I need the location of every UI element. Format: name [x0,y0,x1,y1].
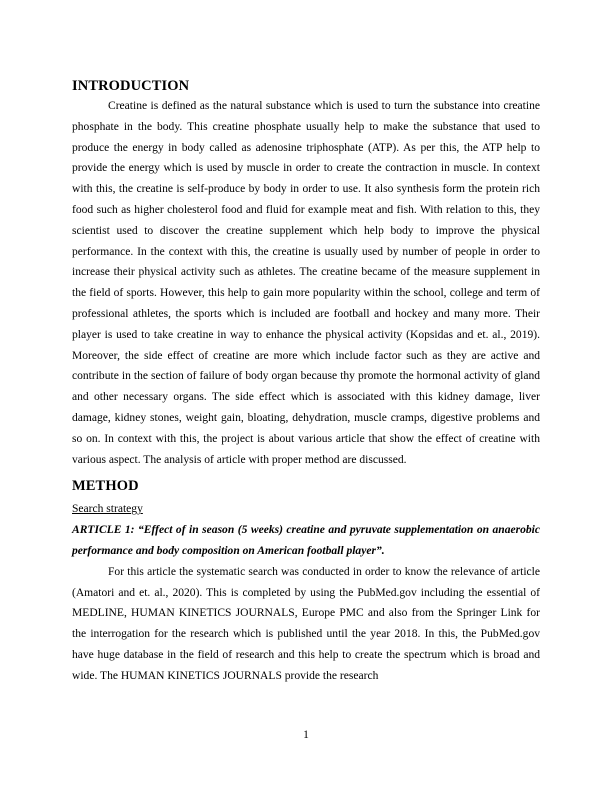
method-paragraph: For this article the systematic search was conducted in order to know the relevance of article (Amatori and et. al., 2020). This is completed by using the PubMed.gov including the essential of MEDLINE, HUMAN KINETICS JOURNALS, Europe PMC and also from the Springer Link for the interrogation for the research which is published until the year 2018. In this, the PubMed.gov have huge database in the field of research and this help to create the spectrum which is broad and wide. The HUMAN KINETICS JOURNALS provide the research [72,565,540,682]
page-number: 1 [303,729,309,741]
introduction-paragraph: Creatine is defined as the natural substance which is used to turn the substance into creatine phosphate in the body. This creatine phosphate usually help to make the substance that used to produce the energy in body called as adenosine triphosphate (ATP). As per this, the ATP help to provide the energy which is used by muscle in order to create the contraction in muscle. In context with this, the creatine is self-produce by body in order to use. It also synthesis form the protein rich food such as higher cholesterol food and fluid for example meat and fish. With relation to this, they scientist used to discover the creatine supplement which help body to improve the physical performance. In the context with this, the creatine is usually used by number of people in order to increase their physical activity such as athletes. The creatine became of the measure supplement in the field of sports. However, this help to gain more popularity within the school, college and term of professional athletes, the sports which is included are football and hockey and many more. Their player is used to take creatine in way to enhance the physical activity (Kopsidas and et. al., 2019). Moreover, the side effect of creatine are more which include factor such as they are active and contribute in the section of failure of body organ because thy promote the hormonal activity of gland and other necessary organs. The side effect which is associated with this kidney damage, liver damage, kidney stones, weight gain, bloating, dehydration, muscle cramps, digestive problems and so on. In context with this, the project is about various article that show the effect of creatine with various aspect. The analysis of article with proper method are discussed. [72,100,540,466]
introduction-heading: INTRODUCTION [72,78,190,94]
search-strategy-subheading: Search strategy [72,503,143,516]
method-heading: METHOD [72,478,139,495]
article-1-title: ARTICLE 1: “Effect of in season (5 weeks) creatine and pyruvate supplementation on anaerobic performance and body composition on American football player”. [72,524,540,557]
page-content [72,76,540,687]
